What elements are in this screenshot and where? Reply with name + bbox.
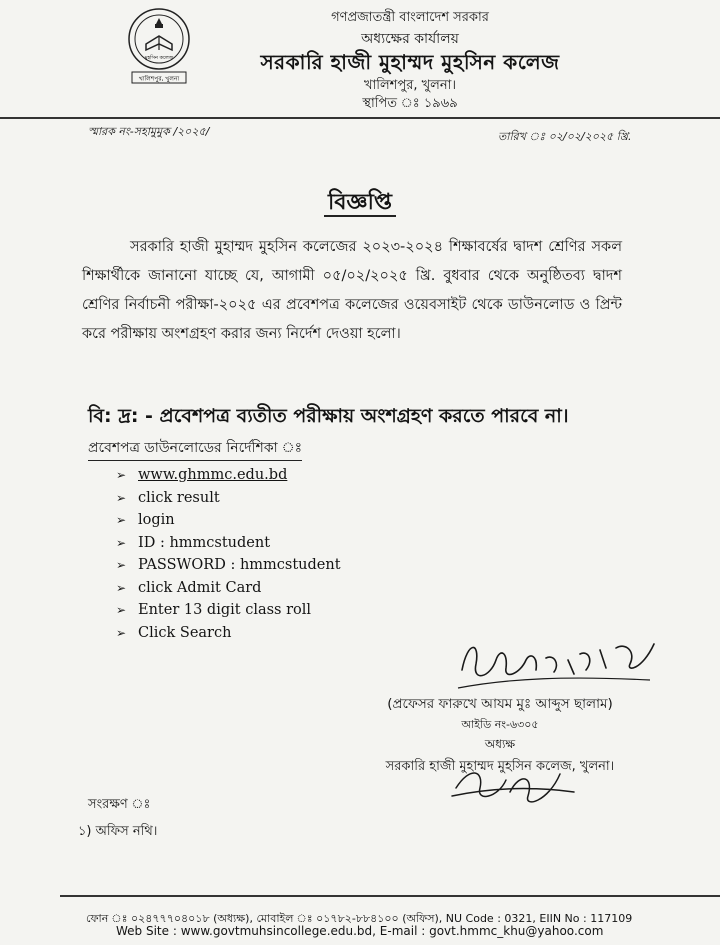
step-item (116, 487, 341, 510)
download-steps (116, 464, 341, 644)
logo-bottom-text: খালিশপুর, খুলনা (138, 75, 180, 83)
college-address: খালিশপুর, খুলনা। (363, 78, 457, 93)
arrow-icon: ➢ (116, 603, 127, 617)
logo-inner-text: মুহসিন কলেজ (144, 55, 174, 61)
arrow-icon: ➢ (116, 580, 127, 595)
step-text: Click Search (138, 624, 232, 641)
footer-contact: ফোন ঃ ০২৪৭৭৭০৪০১৮ (অধ্যক্ষ), মোবাইল ঃ ০১৭৮২-৮৮৪১০০ (অফিস), NU Code : 0321, EIIN No : 117109 (86, 912, 633, 925)
step-text: PASSWORD : hmmcstudent (138, 557, 341, 573)
memo-number: স্মারক নং-সহামুমুক /২০২৫/ (88, 125, 210, 138)
initial-signature (450, 762, 580, 812)
step-text: Enter 13 digit class roll (138, 602, 312, 618)
footer-web: Web Site : www.govtmuhsincollege.edu.bd, E-mail : govt.hmmc_khu@yahoo.com (116, 924, 604, 938)
arrow-icon: ➢ (116, 535, 127, 550)
arrow-icon: ➢ (116, 490, 127, 505)
step-item (116, 554, 341, 577)
established-year: স্থাপিত ঃ ১৯৬৯ (362, 96, 458, 111)
signatory-id: আইডি নং-৬৩০৫ (461, 718, 539, 731)
step-text: login (138, 512, 175, 528)
arrow-icon: ➢ (116, 558, 127, 572)
step-item (116, 577, 341, 600)
step-item (116, 599, 341, 622)
step-text: click result (138, 489, 220, 506)
principal-signature (450, 630, 660, 700)
step-item (116, 509, 341, 532)
signatory-name: (প্রফেসর ফারুখে আযম মুঃ আব্দুস ছালাম) (387, 696, 613, 712)
notice-body: সরকারি হাজী মুহাম্মদ মুহসিন কলেজের ২০২৩-২০২৪ শিক্ষাবর্ষের দ্বাদশ শ্রেণির সকল শিক্ষার্থীকে জানানো যাচ্ছে যে, আগামী ০৫/০২/২০২৫ খ্রি. বুধবার থেকে অনুষ্ঠিতব্য দ্বাদশ শ্রেণির নির্বাচনী পরীক্ষা-২০২৫ এর প্রবেশপত্র কলেজের ওয়েবসাইট থেকে ডাউনলোড ও প্রিন্ট করে পরীক্ষায় অংশগ্রহণ করার জন্য নির্দেশ দেওয়া হলো। (82, 239, 622, 342)
office-line: অধ্যক্ষের কার্যালয় (361, 31, 459, 47)
arrow-icon: ➢ (116, 513, 127, 527)
step-item (116, 532, 341, 555)
step-item[interactable] (116, 464, 341, 487)
website-link[interactable]: www.ghmmc.edu.bd (138, 467, 288, 483)
preservation-item: ১) অফিস নথি। (78, 824, 158, 839)
signatory-designation: অধ্যক্ষ (484, 737, 516, 751)
notice-date: তারিখ ঃ ০২/০২/২০২৫ খ্রি. (498, 130, 632, 143)
government-line: গণপ্রজাতন্ত্রী বাংলাদেশ সরকার (331, 10, 489, 25)
footer-divider (60, 895, 720, 897)
step-text: click Admit Card (138, 579, 262, 596)
arrow-icon: ➢ (116, 625, 127, 640)
header-divider (0, 117, 720, 119)
important-note: বি: দ্র: - প্রবেশপত্র ব্যতীত পরীক্ষায় অংশগ্রহণ করতে পারবে না। (88, 405, 569, 427)
college-name: সরকারি হাজী মুহাম্মদ মুহসিন কলেজ (260, 50, 560, 74)
download-guide-heading: প্রবেশপত্র ডাউনলোডের নির্দেশিকা ঃ (88, 436, 302, 461)
preservation-heading: সংরক্ষণ ঃ (88, 797, 151, 812)
step-item (116, 622, 341, 645)
step-text: ID : hmmcstudent (138, 534, 271, 551)
notice-title (0, 185, 720, 222)
notice-title-text: বিজ্ঞপ্তি (324, 190, 396, 217)
signatory-organization: সরকারি হাজী মুহাম্মদ মুহসিন কলেজ, খুলনা। (385, 759, 615, 774)
arrow-icon: ➢ (116, 468, 127, 482)
